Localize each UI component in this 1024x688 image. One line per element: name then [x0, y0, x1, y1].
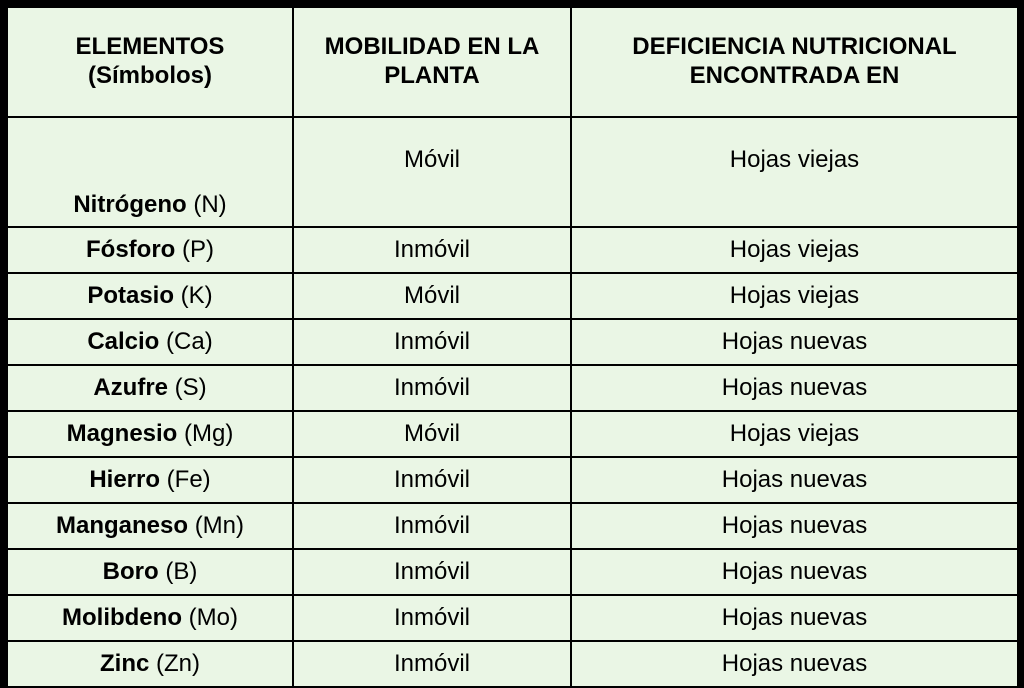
deficiency-cell: Hojas nuevas: [571, 503, 1018, 549]
element-symbol: (Fe): [166, 465, 211, 493]
element-name: Magnesio: [66, 419, 178, 447]
deficiency-cell: Hojas nuevas: [571, 549, 1018, 595]
element-name: Boro: [102, 557, 159, 585]
mobility-cell: Móvil: [293, 411, 571, 457]
element-cell: [7, 117, 293, 227]
element-name: Azufre: [93, 373, 168, 401]
element-symbol: (Mg): [184, 419, 234, 447]
header-deficiency: [571, 7, 1018, 117]
element-name: Nitrógeno: [73, 191, 187, 219]
header-elements: [7, 7, 293, 117]
element-cell: [7, 273, 293, 319]
element-name: Hierro: [89, 465, 160, 493]
table-row: [7, 503, 1018, 549]
table-row: [7, 227, 1018, 273]
mobility-cell: Inmóvil: [293, 549, 571, 595]
element-name: Manganeso: [55, 511, 189, 539]
table-row: [7, 457, 1018, 503]
deficiency-cell: Hojas nuevas: [571, 365, 1018, 411]
element-symbol: (Mo): [188, 603, 238, 631]
element-name: Molibdeno: [62, 603, 182, 631]
element-cell: [7, 641, 293, 687]
element-cell: [7, 227, 293, 273]
mobility-cell: Móvil: [293, 117, 571, 227]
element-symbol: (N): [193, 191, 227, 219]
mobility-cell: Móvil: [293, 273, 571, 319]
header-deficiency-line1: DEFICIENCIA NUTRICIONAL: [632, 33, 957, 61]
element-cell: [7, 365, 293, 411]
mobility-cell: Inmóvil: [293, 457, 571, 503]
table-row: [7, 595, 1018, 641]
element-cell: [7, 319, 293, 365]
element-symbol: (Ca): [166, 327, 213, 355]
element-name: Fósforo: [86, 235, 176, 263]
deficiency-cell: Hojas nuevas: [571, 319, 1018, 365]
nutrient-mobility-table: [6, 6, 1019, 688]
mobility-cell: Inmóvil: [293, 227, 571, 273]
deficiency-cell: Hojas nuevas: [571, 641, 1018, 687]
element-name: Calcio: [87, 327, 160, 355]
element-symbol: (Zn): [156, 649, 200, 677]
table-row: [7, 411, 1018, 457]
mobility-cell: Inmóvil: [293, 595, 571, 641]
element-cell: [7, 411, 293, 457]
header-mobility-line1: MOBILIDAD EN LA: [324, 33, 540, 61]
table-row: [7, 365, 1018, 411]
table-row: [7, 641, 1018, 687]
header-elements-line1: ELEMENTOS: [75, 33, 225, 61]
table-header-row: [7, 7, 1018, 117]
element-cell: [7, 549, 293, 595]
deficiency-cell: Hojas viejas: [571, 227, 1018, 273]
table-row: [7, 549, 1018, 595]
element-name: Potasio: [87, 281, 174, 309]
mobility-cell: Inmóvil: [293, 365, 571, 411]
element-symbol: (P): [182, 235, 214, 263]
element-symbol: (Mn): [194, 511, 245, 539]
deficiency-cell: Hojas nuevas: [571, 457, 1018, 503]
table-row: [7, 319, 1018, 365]
table-row: [7, 117, 1018, 227]
mobility-cell: Inmóvil: [293, 503, 571, 549]
element-symbol: (K): [180, 281, 213, 309]
element-cell: [7, 457, 293, 503]
deficiency-cell: Hojas viejas: [571, 273, 1018, 319]
header-deficiency-line2: ENCONTRADA EN: [689, 62, 900, 89]
element-symbol: (B): [165, 557, 198, 585]
header-mobility: [293, 7, 571, 117]
nutrient-table-container: [6, 6, 1017, 677]
deficiency-cell: Hojas viejas: [571, 117, 1018, 227]
element-cell: [7, 595, 293, 641]
mobility-cell: Inmóvil: [293, 319, 571, 365]
element-name: Zinc: [99, 649, 150, 677]
element-symbol: (S): [174, 373, 207, 401]
table-row: [7, 273, 1018, 319]
deficiency-cell: Hojas viejas: [571, 411, 1018, 457]
mobility-cell: Inmóvil: [293, 641, 571, 687]
element-cell: [7, 503, 293, 549]
header-mobility-line2: PLANTA: [384, 62, 480, 89]
header-elements-line2: (Símbolos): [88, 62, 212, 89]
deficiency-cell: Hojas nuevas: [571, 595, 1018, 641]
